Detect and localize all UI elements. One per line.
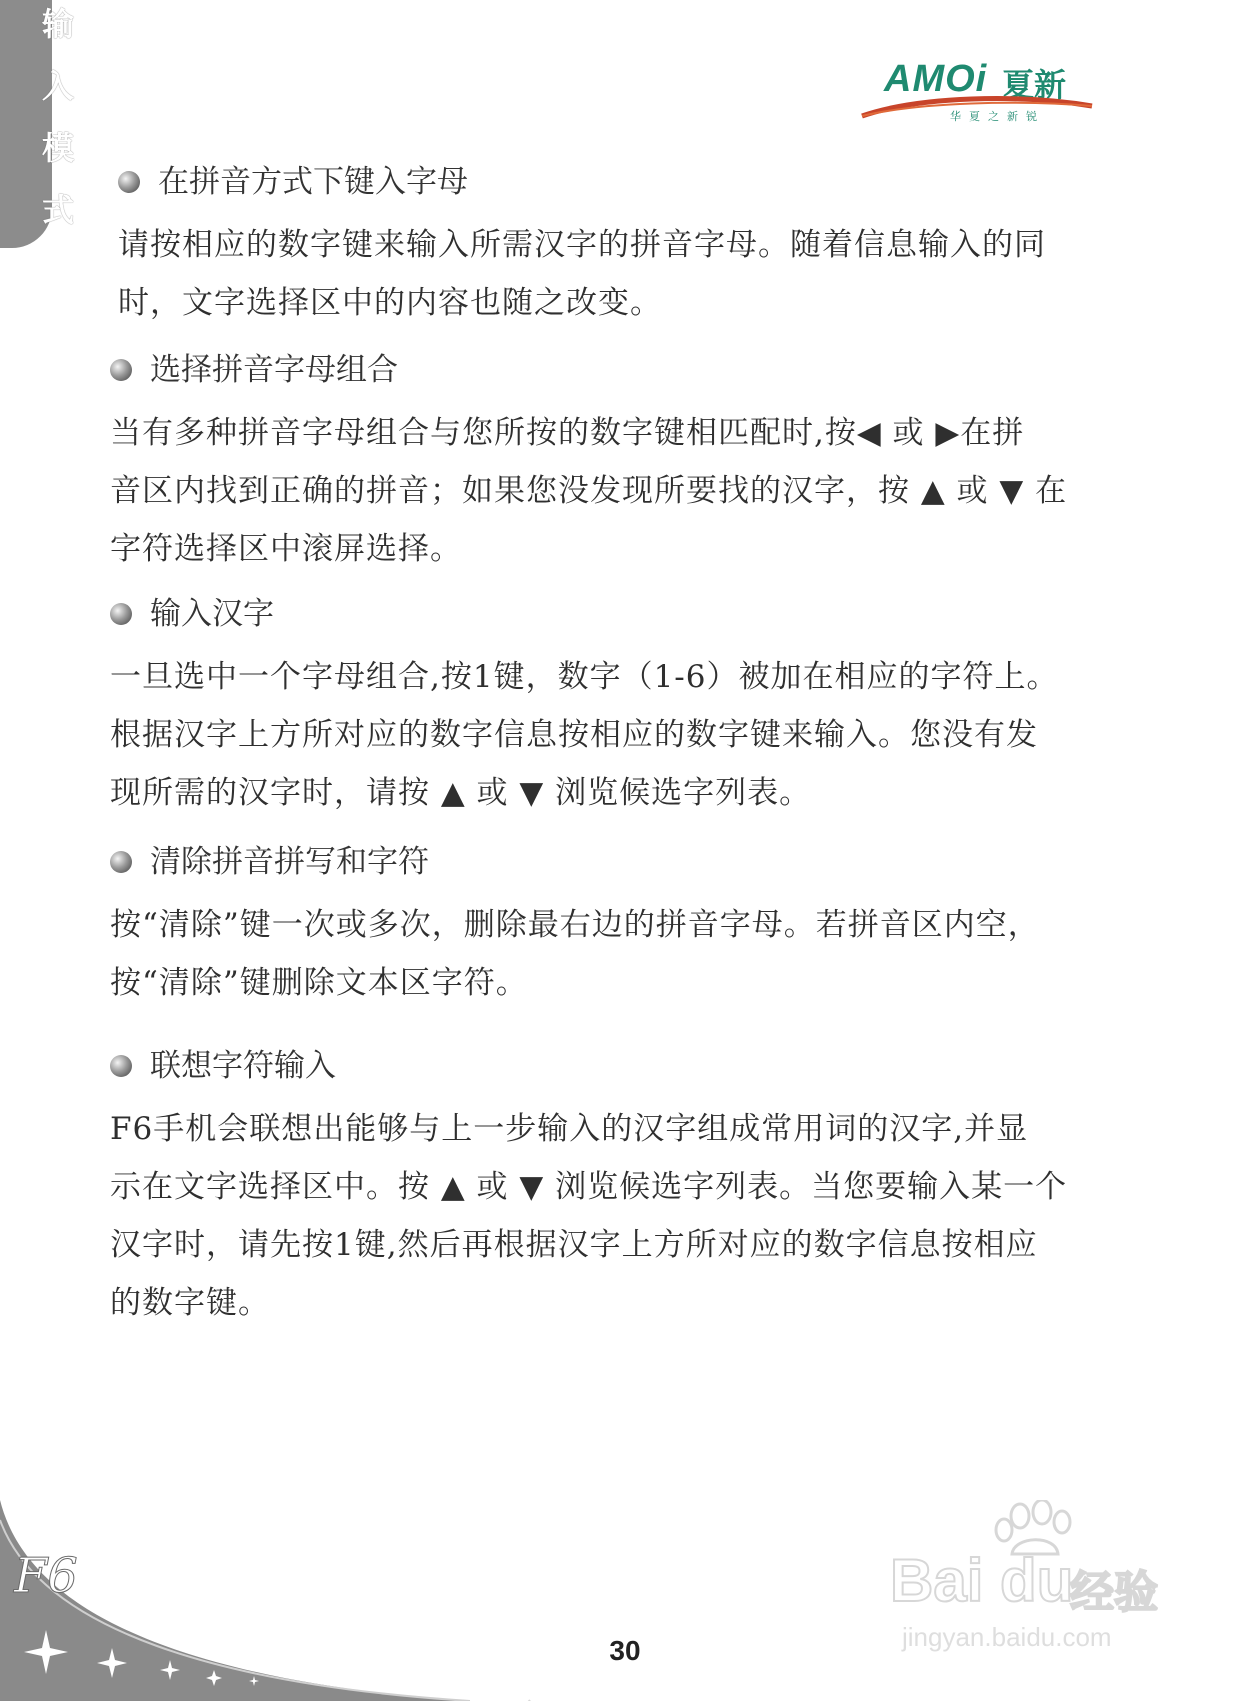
chapter-char: 入 xyxy=(42,67,75,105)
bullet-icon xyxy=(110,851,132,873)
section-heading: 在拼音方式下键入字母 xyxy=(118,162,1098,202)
chapter-char: 式 xyxy=(42,191,75,229)
section-heading: 联想字符输入 xyxy=(110,1046,1090,1086)
body-line: 现所需的汉字时，请按 ▲ 或 ▼ 浏览候选字列表。 xyxy=(110,775,812,811)
section-pinyin-letters xyxy=(118,162,1098,332)
body-line: 根据汉字上方所对应的数字信息按相应的数字键来输入。您没有发 xyxy=(110,717,1038,753)
watermark-url: jingyan.baidu.com xyxy=(902,1622,1112,1652)
watermark-cn: 经验 xyxy=(1070,1567,1158,1618)
body-line: 的数字键。 xyxy=(110,1285,270,1321)
body-line: 按“清除”键一次或多次，删除最右边的拼音字母。若拼音区内空， xyxy=(110,907,1040,943)
body-line: 汉字时，请先按1键,然后再根据汉字上方所对应的数字信息按相应 xyxy=(110,1227,1038,1263)
body-line: 请按相应的数字键来输入所需汉字的拼音字母。随着信息输入的同 xyxy=(118,227,1046,263)
section-heading: 输入汉字 xyxy=(110,594,1090,634)
body-line: 一旦选中一个字母组合,按1键，数字（1-6）被加在相应的字符上。 xyxy=(110,659,1059,695)
body-line: 示在文字选择区中。按 ▲ 或 ▼ 浏览候选字列表。当您要输入某一个 xyxy=(110,1169,1068,1205)
logo-brand: AMOi xyxy=(884,58,988,100)
amoi-logo xyxy=(860,52,1095,132)
bullet-icon xyxy=(110,359,132,381)
logo-tagline: 华夏之新锐 xyxy=(950,110,1045,123)
section-pinyin-combo xyxy=(110,350,1090,578)
section-heading: 选择拼音字母组合 xyxy=(110,350,1090,390)
body-line: 音区内找到正确的拼音；如果您没发现所要找的汉字，按 ▲ 或 ▼ 在 xyxy=(110,473,1068,509)
body-line: 当有多种拼音字母组合与您所按的数字键相匹配时,按◀ 或 ▶在拼 xyxy=(110,415,1025,451)
logo-brand-cn: 夏新 xyxy=(1002,66,1067,104)
chapter-char: 模 xyxy=(42,129,75,167)
model-logo: F6 xyxy=(14,1548,78,1604)
chapter-char: 输 xyxy=(42,5,75,43)
body-line: 字符选择区中滚屏选择。 xyxy=(110,531,462,567)
footer-decoration xyxy=(0,1500,560,1701)
bullet-icon xyxy=(110,603,132,625)
body-line: 时，文字选择区中的内容也随之改变。 xyxy=(118,285,662,321)
body-line: F6手机会联想出能够与上一步输入的汉字组成常用词的汉字,并显 xyxy=(110,1111,1029,1147)
chapter-side-tab xyxy=(0,0,75,248)
bullet-icon xyxy=(110,1055,132,1077)
section-heading: 清除拼音拼写和字符 xyxy=(110,842,1090,882)
section-clear xyxy=(110,842,1090,1012)
body-line: 按“清除”键删除文本区字符。 xyxy=(110,965,528,1001)
baidu-watermark xyxy=(880,1500,1180,1650)
section-input-hanzi xyxy=(110,594,1090,822)
watermark-logo: Bai du xyxy=(890,1547,1074,1614)
bullet-icon xyxy=(118,171,140,193)
section-associative xyxy=(110,1046,1090,1332)
page-number: 30 xyxy=(609,1635,641,1666)
